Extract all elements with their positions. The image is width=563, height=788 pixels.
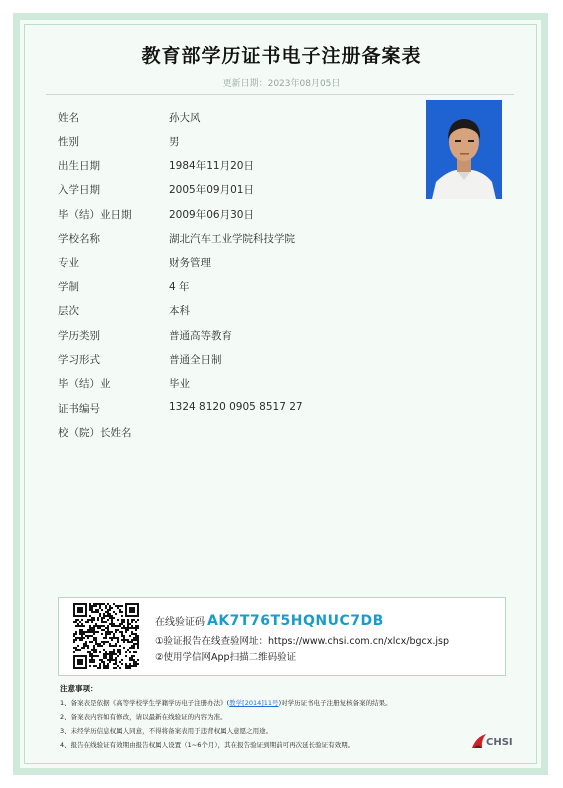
note-2: 2、备案表内容如有修改，请以最新在线验证的内容为准。 <box>60 713 227 721</box>
update-date: 更新日期：2023年08月05日 <box>222 79 341 89</box>
field-value-birth-date: 1984年11月20日 <box>169 160 254 172</box>
field-label-president: 校（院）长姓名 <box>58 427 132 439</box>
field-label-level: 层次 <box>58 305 79 317</box>
field-label-major: 专业 <box>58 257 79 269</box>
field-value-level: 本科 <box>169 305 190 317</box>
field-value-graduation-date: 2009年06月30日 <box>169 209 254 221</box>
regulation-link[interactable]: 教学[2014]11号 <box>229 699 279 707</box>
notes-title: 注意事项： <box>60 684 98 693</box>
field-label-certificate-no: 证书编号 <box>58 403 100 415</box>
field-value-name: 孙大风 <box>169 112 201 124</box>
note-3: 3、未经学历信息权属人同意，不得将备案表用于违背权属人意愿之用途。 <box>60 727 273 735</box>
field-value-education-type: 普通高等教育 <box>169 330 232 342</box>
field-value-major: 财务管理 <box>169 257 211 269</box>
note-1: 1、备案表是依据《高等学校学生学籍学历电子注册办法》(教学[2014]11号)对学历证书电子注册复核备案的结果。 <box>60 699 392 707</box>
document-title: 教育部学历证书电子注册备案表 <box>141 45 422 67</box>
chsi-logo-text: CHSI <box>486 737 513 748</box>
field-value-gender: 男 <box>169 136 180 148</box>
field-label-gender: 性别 <box>58 136 79 148</box>
field-label-completion: 毕（结）业 <box>58 378 111 390</box>
field-label-education-type: 学历类别 <box>58 330 100 342</box>
field-value-study-form: 普通全日制 <box>169 354 222 366</box>
field-label-birth-date: 出生日期 <box>58 160 100 172</box>
portrait-photo <box>426 100 502 199</box>
header-divider <box>46 94 514 95</box>
qr-code[interactable] <box>73 603 139 669</box>
field-label-graduation-date: 毕（结）业日期 <box>58 209 132 221</box>
verification-url-text: ①验证报告在线查验网址：https://www.chsi.com.cn/xlcx/bgcx.jsp <box>155 636 449 647</box>
field-label-enroll-date: 入学日期 <box>58 184 100 196</box>
field-label-duration: 学制 <box>58 281 79 293</box>
field-value-enroll-date: 2005年09月01日 <box>169 184 254 196</box>
field-value-duration: 4 年 <box>169 281 190 293</box>
field-label-school: 学校名称 <box>58 233 100 245</box>
field-value-school: 湖北汽车工业学院科技学院 <box>169 233 295 245</box>
verification-code-line <box>155 613 384 629</box>
field-value-certificate-no: 1324 8120 0905 8517 27 <box>169 401 303 413</box>
verification-code: AK7T76T5HQNUC7DB <box>207 613 384 629</box>
verification-code-label: 在线验证码 <box>155 617 205 628</box>
field-label-name: 姓名 <box>58 112 79 124</box>
field-label-study-form: 学习形式 <box>58 354 100 366</box>
note-4: 4、报告在线验证有效期由报告权属人设置（1~6个月），其在报告验证到期前可再次延长验证有效期。 <box>60 741 355 749</box>
verification-app-text: ②使用学信网App扫描二维码验证 <box>155 652 297 663</box>
field-value-completion: 毕业 <box>169 378 190 390</box>
